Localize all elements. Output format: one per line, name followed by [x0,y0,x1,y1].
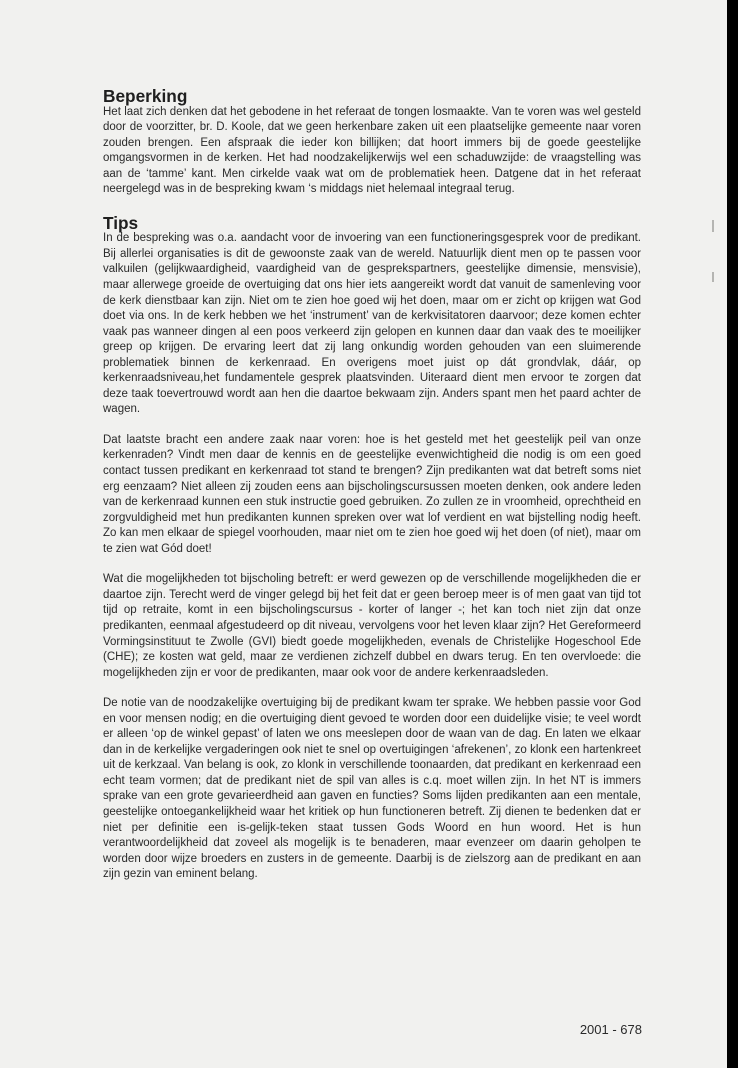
paragraph: Wat die mogelijkheden tot bijscholing betreft: er werd gewezen op de verschillende mogelijkheden die er daartoe zijn. Terecht werd de vinger gelegd bij het feit dat er geen beroep meer is of men gaat van tijd tot tijd op retraite, komt in een bijscholingscursus - korter of langer -; het kan toch niet zijn dat onze predikanten, eenmaal afgestudeerd op dit niveau, vervolgens voor het leven klaar zijn? Het Gereformeerd Vormingsinstituut te Zwolle (GVI) biedt goede mogelijkheden, evenals de Christelijke Hogeschool Ede (CHE); ze kosten wat geld, maar ze verdienen zichzelf dubbel en dwars terug. En ten overvloede: die mogelijkheden zijn er voor de predikanten, maar ook voor de andere kerkenraadsleden. [103,573,641,679]
spacer [103,557,641,572]
paragraph: Dat laatste bracht een andere zaak naar voren: hoe is het gesteld met het geestelijk peil van onze kerkenraden? Vindt men daar de kennis en de geestelijke evenwichtigheid die nodig is om een goed contact tussen predikant en kerkenraad tot stand te brengen? Zijn predikanten wat dat betreft soms niet erg eenzaam? Niet alleen zij zouden eens aan bijscholingscursussen moeten denken, ook andere leden van de kerkenraad kunnen een stuk instructie goed gebruiken. Zo zullen ze in vroomheid, oprechtheid en zorgvuldigheid met hun predikanten kunnen spreken over wat lof verdient en wat bijstelling nodig heeft. Zo kan men elkaar de spiegel voorhouden, maar niet om te zien hoe goed wij het doen (of niet), maar om te zien wat Gód doet! [103,433,641,555]
paragraph: In de bespreking was o.a. aandacht voor de invoering van een functioneringsgesprek voor de predikant. Bij allerlei organisaties is dit de gewoonste zaak van de wereld. Natuurlijk dient men op te passen voor valkuilen (gelijkwaardigheid, vaardigheid van de gesprekspartners, geestelijke dimensie, mensvisie), maar allerwege groeide de overtuiging dat ons hier iets aangereikt wordt dat vanuit de samenleving voor de kerk dienstbaar kan zijn. Niet om te zien hoe goed wij het doen, maar om er zicht op krijgen wat God doet via ons. In de kerk hebben we het ‘instrument’ van de kerkvisitatoren daarvoor; deze komen echter vaak pas wanneer dingen al een poos verkeerd zijn gelopen en kunnen daar dan vaak des te moeilijker greep op krijgen. De ervaring leert dat zij lang onkundig worden gehouden van een sluimerende problematiek binnen de kerkenraad. En overigens moet juist op dát grondvlak, dáár, op kerkenraadsniveau,het fundamentele gesprek plaatsvinden. Uiteraard dient men ervoor te zorgen dat deze taak toevertrouwd wordt aan hen die daartoe bekwaam zijn. Anders spant men het paard achter de wagen. [103,232,641,416]
scan-mark [712,220,714,232]
section-heading-tips: Tips [103,212,139,233]
page-number: 2001 - 678 [579,1022,642,1037]
paragraph: De notie van de noodzakelijke overtuiging bij de predikant kwam ter sprake. We hebben passie voor God en voor mensen nodig; en die overtuiging dient gevoed te worden door een duidelijke visie; te veel wordt er alleen ‘op de winkel gepast’ of laten we ons meeslepen door de waan van de dag. En laten we elkaar dan in de kerkelijke vergaderingen ook niet te snel op overtuigingen ‘afrekenen’, zo klonk een hartenkreet uit de kerkzaal. Van belang is ook, zo klonk in verschillende toonaarden, dat predikant en kerkenraad een echt team vormen; dat de predikant niet de spil van alles is c.q. moet willen zijn. In het NT is immers sprake van een grote gevarieerdheid aan gaven en functies? Soms lijden predikanten aan een mentale, geestelijke ontoegankelijkheid waar het kritiek op hun functioneren betreft. Zij dienen te bedenken dat er niet per definitie een is-gelijk-teken staat tussen Gods Woord en hun woord. Het is hun verantwoordelijkheid dat zoveel als mogelijk is te benaderen, maar evenzeer om daarin geholpen te worden door wijze broeders en zusters in de gemeente. Daarbij is de zielszorg aan de predikant en aan zijn gezin van eminent belang. [103,697,641,881]
paragraph: Het laat zich denken dat het gebodene in het referaat de tongen losmaakte. Van te voren was wel gesteld door de voorzitter, br. D. Koole, dat we geen herkenbare zaken uit een plaatselijke gemeente naar voren zouden brengen. Een afspraak die ieder kon billijken; dat hoort immers bij de goede geestelijke omgangsvormen in de kerken. Het had noodzakelijkerwijs wel een schaduwzijde: de vraagstelling was aan de ‘tamme’ kant. Men cirkelde vaak wat om de problematiek heen. Datgene dat in het referaat neergelegd was in de bespreking kwam ‘s middags niet helemaal integraal terug. [103,105,641,196]
scan-mark [712,272,714,282]
article-body [103,86,641,883]
spacer [103,418,641,433]
spacer [103,681,641,696]
section-heading-beperking: Beperking [103,86,188,106]
spacer [103,198,641,216]
scan-edge [727,0,738,1068]
